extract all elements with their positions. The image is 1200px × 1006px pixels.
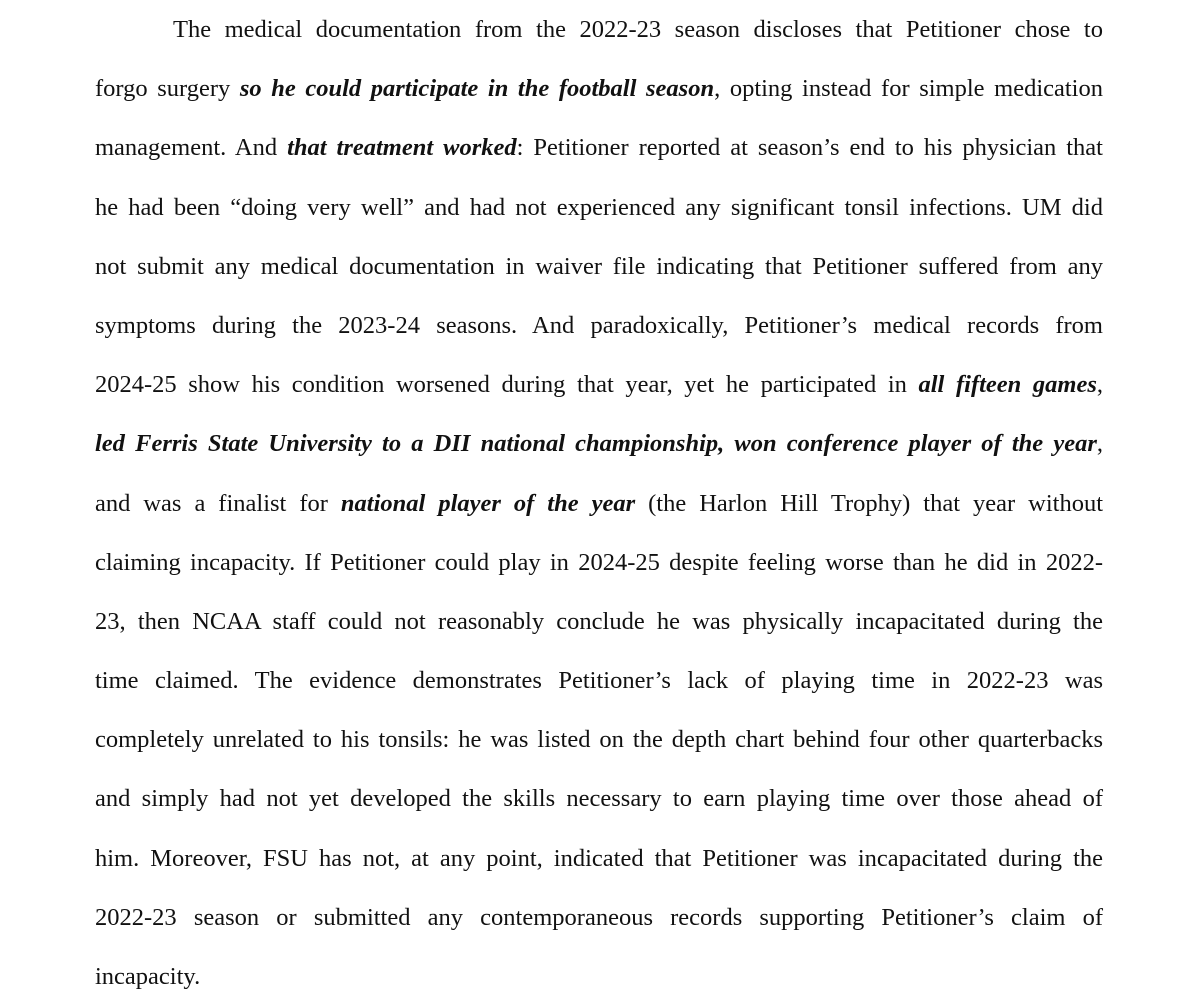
text-segment: 23, then NCAA staff could not reasonably conclude he was physically incapacitated during the	[95, 607, 1103, 635]
text-segment: symptoms during the 2023-24 seasons. And paradoxically, Petitioner’s medical records from	[95, 311, 1103, 339]
text-segment: he had been “doing very well” and had not experienced any significant tonsil infections. UM did	[95, 193, 1103, 221]
text-line	[95, 888, 1103, 947]
emphasized-text: all fifteen games	[918, 371, 1097, 399]
text-segment: him. Moreover, FSU has not, at any point, indicated that Petitioner was incapacitated during the	[95, 844, 1103, 872]
text-line	[95, 296, 1103, 355]
text-segment: and simply had not yet developed the skills necessary to earn playing time over those ahead of	[95, 785, 1103, 813]
text-line	[95, 0, 1103, 59]
text-line	[95, 829, 1103, 888]
text-line	[95, 710, 1103, 769]
text-segment: time claimed. The evidence demonstrates Petitioner’s lack of playing time in 2022-23 was	[95, 667, 1103, 695]
text-segment: and was a finalist for	[95, 489, 341, 517]
text-segment: incapacity.	[95, 963, 201, 990]
text-segment: , opting instead for simple medication	[714, 75, 1103, 103]
text-segment: ,	[1096, 371, 1103, 399]
text-segment: forgo surgery	[95, 75, 240, 103]
paragraph	[95, 0, 1103, 1006]
text-line	[95, 118, 1103, 177]
text-segment: 2024-25 show his condition worsened during that year, yet he participated in	[95, 371, 919, 399]
text-segment: claiming incapacity. If Petitioner could play in 2024-25 despite feeling worse than he did in 2022-	[95, 548, 1103, 576]
text-line	[95, 947, 1103, 1006]
text-line	[95, 355, 1103, 414]
text-line	[95, 237, 1103, 296]
text-segment: 2022-23 season or submitted any contemporaneous records supporting Petitioner’s claim of	[95, 903, 1103, 931]
text-segment: management. And	[95, 134, 288, 162]
text-line	[95, 592, 1103, 651]
text-segment: ,	[1096, 430, 1103, 458]
text-line	[95, 59, 1103, 118]
text-line	[95, 414, 1103, 473]
emphasized-text: national player of the year	[340, 489, 636, 517]
text-segment: (the Harlon Hill Trophy) that year without	[635, 489, 1104, 517]
emphasized-text: led Ferris State University to a DII national championship, won conference player of the year	[95, 430, 1097, 458]
text-segment: The medical documentation from the 2022-23 season discloses that Petitioner chose to	[173, 16, 1103, 43]
emphasized-text: that treatment worked	[287, 134, 517, 162]
text-segment: : Petitioner reported at season’s end to his physician that	[516, 134, 1103, 162]
text-segment: completely unrelated to his tonsils: he was listed on the depth chart behind four other quarterbacks	[95, 726, 1103, 754]
document-body	[95, 0, 1103, 1006]
text-line	[95, 651, 1103, 710]
text-line	[95, 769, 1103, 828]
text-segment: not submit any medical documentation in waiver file indicating that Petitioner suffered from any	[95, 252, 1103, 280]
emphasized-text: so he could participate in the football season	[239, 75, 715, 103]
text-line	[95, 533, 1103, 592]
text-line	[95, 178, 1103, 237]
text-line	[95, 474, 1103, 533]
